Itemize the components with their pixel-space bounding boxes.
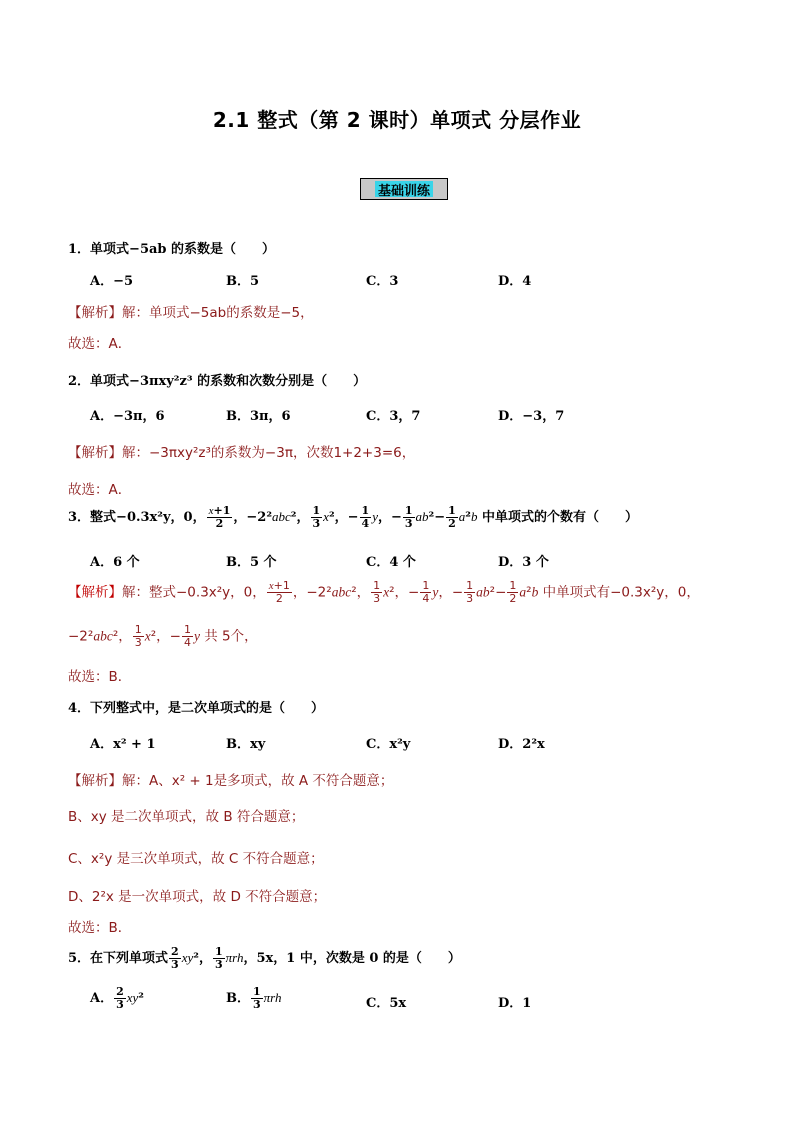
q3-option-b[interactable]: B．5 个 [226,555,277,570]
q3-analysis-line1: 【解析】解：整式−0.3x²y，0， $\frac{x+1}{2}$ ，−2²abc²， $\frac{1}{3}$ x²，− $\frac{1}{4}$ y，− $\frac{1}{3}$ ab²− $\frac{1}{2}$ a²b 中单项式有−0.3x²y，0， [68,579,700,605]
q4-option-d[interactable]: D．2²x [498,737,545,752]
q2-option-b[interactable]: B．3π，6 [226,409,291,424]
q4-analysis-line4: D、2²x 是一次单项式，故 D 不符合题意； [68,889,327,905]
q4-option-b[interactable]: B．xy [226,737,266,752]
q1-answer: 故选：A． [68,336,132,352]
section-badge [360,178,448,200]
question-4-stem: 4．下列整式中，是二次单项式的是（ ） [68,701,325,716]
q4-answer: 故选：B． [68,920,132,936]
q5-stem-suffix: ，5x，1 中，次数是 0 的是（ ） [243,951,461,966]
q3-analysis-prefix: 【解析】解：整式−0.3x²y，0， [68,584,266,601]
section-label: 基础训练 [377,184,430,199]
q1-option-b[interactable]: B．5 [226,274,260,289]
q3-analysis-mid: 中单项式有−0.3x²y，0， [542,584,700,601]
q2-option-c[interactable]: C．3，7 [366,409,421,424]
analysis-tag: 【解析】 [68,584,122,601]
q4-analysis-line3: C、x²y 是三次单项式，故 C 不符合题意； [68,851,324,867]
q1-option-c[interactable]: C．3 [366,274,399,289]
fraction-1-over-3: $\frac{1}{3}$ [312,504,321,530]
fraction-1-over-4: $\frac{1}{4}$ [361,504,370,530]
q4-option-c[interactable]: C．x²y [366,737,411,752]
q4-analysis-line1: 【解析】解：A、x² + 1是多项式，故 A 不符合题意； [68,773,394,789]
q3-stem-prefix: 3．整式−0.3x²y，0， [68,510,206,525]
fraction-2-over-3: $\frac{2}{3}$ [171,945,179,971]
q4-analysis-line2: B、xy 是二次单项式，故 B 符合题意； [68,809,305,825]
question-1-stem: 1．单项式−5ab 的系数是（ ） [68,242,276,257]
fraction-1-over-2: $\frac{1}{2}$ [509,579,517,605]
question-5-stem: 5．在下列单项式 $\frac{2}{3}$ xy²， $\frac{1}{3}$ πrh，5x，1 中，次数是 0 的是（ ） [68,945,461,971]
q2-answer: 故选：A． [68,482,132,498]
fraction-1-over-3: $\frac{1}{3}$ [253,985,261,1011]
fraction-1-over-3: $\frac{1}{3}$ [466,579,474,605]
question-3-stem: 3．整式−0.3x²y，0， $\frac{x+1}{2}$ ，−2²abc²， $\frac{1}{3}$ x²，− $\frac{1}{4}$ y，− $\frac{1}{3}$ ab²− $\frac{1}{2}$ a²b 中单项式的个数有（ ） [68,504,639,530]
q2-option-a[interactable]: A．−3π，6 [90,409,165,424]
fraction-1-over-3: $\frac{1}{3}$ [373,579,381,605]
fraction-1-over-3: $\frac{1}{3}$ [214,945,223,971]
q1-option-d[interactable]: D．4 [498,274,532,289]
q3-answer: 故选：B． [68,669,132,685]
fraction-x-plus-1-over-2: $\frac{x+1}{2}$ [208,504,231,530]
page-title: 2.1 整式（第 2 课时）单项式 分层作业 [212,108,582,132]
q5-option-d[interactable]: D．1 [498,996,532,1011]
q1-option-a[interactable]: A．−5 [90,274,134,289]
q4-option-a[interactable]: A．x² + 1 [90,737,156,752]
q1-analysis: 【解析】解：单项式−5ab的系数是−5， [68,305,314,321]
fraction-1-over-4: $\frac{1}{4}$ [183,623,191,649]
q3-stem-suffix: 中单项式的个数有（ ） [482,510,639,525]
fraction-x-plus-1-over-2: $\frac{x+1}{2}$ [268,579,290,605]
fraction-1-over-3: $\frac{1}{3}$ [404,504,413,530]
q2-analysis: 【解析】解：−3πxy²z³的系数为−3π，次数1+2+3=6， [68,445,416,461]
q3-option-c[interactable]: C．4 个 [366,555,416,570]
q5-stem-prefix: 5．在下列单项式 [68,951,169,966]
q3-option-a[interactable]: A．6 个 [90,555,140,570]
q3-analysis-line2: −2²abc²， $\frac{1}{3}$ x²，− $\frac{1}{4}$ y 共 5个， [68,623,258,649]
q2-option-d[interactable]: D．−3，7 [498,409,565,424]
fraction-1-over-3: $\frac{1}{3}$ [134,623,142,649]
q5-option-a[interactable]: A． $\frac{2}{3}$ xy² [90,985,144,1011]
fraction-1-over-4: $\frac{1}{4}$ [422,579,430,605]
fraction-2-over-3: $\frac{2}{3}$ [116,985,124,1011]
question-2-stem: 2．单项式−3πxy²z³ 的系数和次数分别是（ ） [68,374,367,389]
fraction-1-over-2: $\frac{1}{2}$ [448,504,456,530]
q5-option-b[interactable]: B． $\frac{1}{3}$ πrh [226,985,282,1011]
q3-option-d[interactable]: D．3 个 [498,555,549,570]
q5-option-c[interactable]: C．5x [366,996,407,1011]
q3-analysis-line2-end: 共 5个， [204,628,258,645]
